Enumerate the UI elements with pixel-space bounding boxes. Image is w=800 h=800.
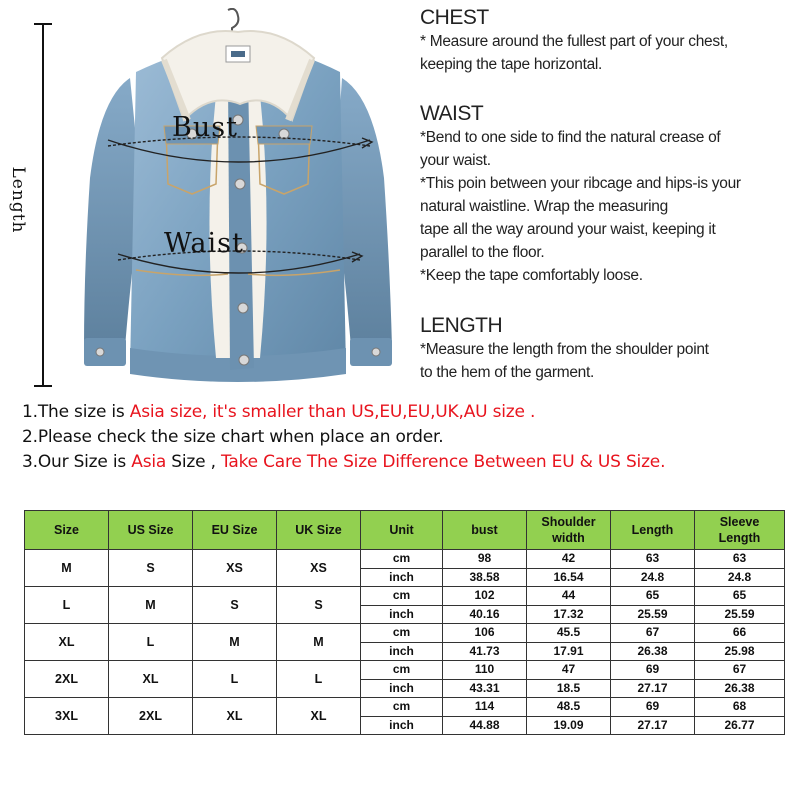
cell-uk-size: XL (277, 698, 361, 735)
table-header-row (25, 511, 785, 550)
header-size: Size (25, 511, 109, 550)
cell-unit: cm (361, 587, 443, 606)
cell-shoulder: 18.5 (527, 679, 611, 698)
table-row (25, 587, 785, 606)
cell-shoulder: 17.32 (527, 605, 611, 624)
waist-line: *Keep the tape comfortably loose. (420, 267, 643, 284)
cell-length: 67 (611, 624, 695, 643)
waist-line: parallel to the floor. (420, 244, 545, 261)
cell-size: L (25, 587, 109, 624)
cell-eu-size: S (193, 587, 277, 624)
cell-size: M (25, 550, 109, 587)
cell-uk-size: XS (277, 550, 361, 587)
header-shoulder-line-1: Shoulder (541, 515, 596, 529)
header-unit: Unit (361, 511, 443, 550)
cell-sleeve: 25.59 (695, 605, 785, 624)
cell-shoulder: 17.91 (527, 642, 611, 661)
header-bust: bust (443, 511, 527, 550)
cell-length: 69 (611, 698, 695, 717)
cell-unit: cm (361, 550, 443, 569)
note-3-highlight-warning: Take Care The Size Difference Between EU & US Size. (221, 452, 666, 472)
length-label: Length (8, 166, 28, 234)
header-uk-size: UK Size (277, 511, 361, 550)
cell-bust: 106 (443, 624, 527, 643)
cell-length: 63 (611, 550, 695, 569)
length-line: to the hem of the garment. (420, 364, 594, 381)
cell-sleeve: 24.8 (695, 568, 785, 587)
cell-eu-size: M (193, 624, 277, 661)
chest-section (420, 6, 728, 76)
size-chart-table (24, 510, 785, 735)
table-row (25, 624, 785, 643)
length-dimension-cap-top (34, 23, 52, 25)
cell-bust: 114 (443, 698, 527, 717)
cell-bust: 102 (443, 587, 527, 606)
note-1 (22, 400, 792, 425)
waist-line: your waist. (420, 152, 491, 169)
cell-sleeve: 66 (695, 624, 785, 643)
cell-sleeve: 25.98 (695, 642, 785, 661)
waist-label: Waist (164, 228, 244, 259)
header-eu-size: EU Size (193, 511, 277, 550)
length-section (420, 314, 709, 384)
header-shoulder-width (527, 511, 611, 550)
cell-us-size: 2XL (109, 698, 193, 735)
jacket-image (78, 8, 398, 398)
waist-line: natural waistline. Wrap the measuring (420, 198, 668, 215)
header-length: Length (611, 511, 695, 550)
cell-size: 3XL (25, 698, 109, 735)
cell-eu-size: XL (193, 698, 277, 735)
cell-length: 25.59 (611, 605, 695, 624)
cell-bust: 98 (443, 550, 527, 569)
table-row (25, 550, 785, 569)
cell-uk-size: S (277, 587, 361, 624)
cell-unit: inch (361, 716, 443, 735)
cell-sleeve: 63 (695, 550, 785, 569)
cell-unit: inch (361, 568, 443, 587)
note-2 (22, 425, 792, 450)
length-dimension-cap-bottom (34, 385, 52, 387)
cell-sleeve: 26.38 (695, 679, 785, 698)
cell-bust: 38.58 (443, 568, 527, 587)
cell-us-size: S (109, 550, 193, 587)
cell-unit: inch (361, 605, 443, 624)
header-sleeve-line-1: Sleeve (719, 515, 760, 529)
bust-label: Bust (172, 112, 238, 143)
cell-shoulder: 42 (527, 550, 611, 569)
cell-uk-size: L (277, 661, 361, 698)
table-row (25, 661, 785, 680)
header-shoulder-line-2: width (552, 531, 585, 545)
table-row (25, 698, 785, 717)
note-3 (22, 450, 792, 475)
waist-line: *Bend to one side to find the natural crease of (420, 129, 721, 146)
cell-sleeve: 65 (695, 587, 785, 606)
cell-unit: inch (361, 679, 443, 698)
waist-section (420, 102, 741, 287)
cell-eu-size: XS (193, 550, 277, 587)
cell-us-size: L (109, 624, 193, 661)
header-us-size: US Size (109, 511, 193, 550)
cell-uk-size: M (277, 624, 361, 661)
cell-shoulder: 19.09 (527, 716, 611, 735)
waist-line: tape all the way around your waist, keeping it (420, 221, 716, 238)
cell-length: 69 (611, 661, 695, 680)
waist-heading: WAIST (420, 102, 484, 125)
cell-sleeve: 68 (695, 698, 785, 717)
note-1-text: 1.The size is (22, 402, 130, 422)
cell-bust: 110 (443, 661, 527, 680)
cell-shoulder: 45.5 (527, 624, 611, 643)
chest-line: keeping the tape horizontal. (420, 56, 603, 73)
cell-length: 27.17 (611, 716, 695, 735)
cell-us-size: M (109, 587, 193, 624)
cell-unit: cm (361, 698, 443, 717)
length-dimension-line (42, 24, 44, 386)
chest-line: * Measure around the fullest part of your chest, (420, 33, 728, 50)
cell-shoulder: 48.5 (527, 698, 611, 717)
chest-heading: CHEST (420, 6, 489, 29)
cell-size: XL (25, 624, 109, 661)
cell-length: 26.38 (611, 642, 695, 661)
length-heading: LENGTH (420, 314, 503, 337)
cell-bust: 44.88 (443, 716, 527, 735)
note-3-highlight-asia: Asia (131, 452, 167, 472)
note-2-text: 2.Please check the size chart when place an order. (22, 427, 444, 447)
waist-line: *This poin between your ribcage and hips-is your (420, 175, 741, 192)
cell-sleeve: 26.77 (695, 716, 785, 735)
note-3-text-2: Size , (166, 452, 222, 472)
cell-length: 65 (611, 587, 695, 606)
size-notes (22, 400, 792, 475)
cell-unit: cm (361, 624, 443, 643)
cell-unit: cm (361, 661, 443, 680)
cell-us-size: XL (109, 661, 193, 698)
cell-shoulder: 44 (527, 587, 611, 606)
cell-size: 2XL (25, 661, 109, 698)
header-sleeve-length (695, 511, 785, 550)
cell-bust: 41.73 (443, 642, 527, 661)
cell-shoulder: 16.54 (527, 568, 611, 587)
header-sleeve-line-2: Length (718, 531, 761, 545)
cell-shoulder: 47 (527, 661, 611, 680)
cell-bust: 43.31 (443, 679, 527, 698)
cell-unit: inch (361, 642, 443, 661)
note-3-text: 3.Our Size is (22, 452, 132, 472)
cell-sleeve: 67 (695, 661, 785, 680)
cell-eu-size: L (193, 661, 277, 698)
cell-bust: 40.16 (443, 605, 527, 624)
length-line: *Measure the length from the shoulder point (420, 341, 709, 358)
denim-jacket-illustration (78, 8, 398, 398)
note-1-highlight: Asia size, it's smaller than US,EU,EU,UK,AU size . (129, 402, 536, 422)
cell-length: 24.8 (611, 568, 695, 587)
cell-length: 27.17 (611, 679, 695, 698)
